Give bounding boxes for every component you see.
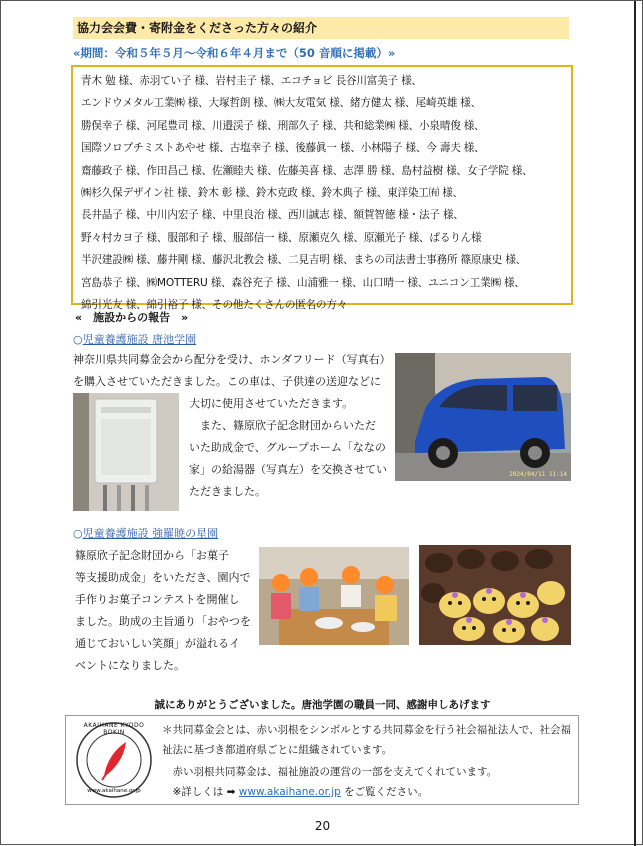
donor-line: 国際ソロプチミストあやせ 様、古塩幸子 様、後藤眞一 様、小林陽子 様、今 壽夫 様、 [81, 142, 485, 155]
section-title: 協力会会費・寄附金をくださった方々の紹介 [73, 17, 569, 39]
facility2-line: 等支援助成金」をいただき、園内で [75, 571, 251, 584]
facility2-line: 篠原欣子記念財団から「お菓子 [75, 549, 229, 562]
donor-line: 齋藤政子 様、作田昌己 様、佐瀬睦夫 様、佐藤美喜 様、志澤 勝 様、島村益樹 様、女子学院 様、 [81, 164, 533, 177]
donor-line: 半沢建設㈱ 様、藤井剛 様、藤沢北教会 様、二見吉明 様、まちの司法書士事務所 篠原康史 様、 [81, 254, 527, 267]
car-photo [395, 353, 571, 481]
report-heading: « 施設からの報告 » [75, 311, 189, 324]
donor-line: エンドウメタル工業㈱ 様、大塚哲朗 様、㈱大友電気 様、緒方健太 様、尾崎英雄 様、 [81, 97, 482, 110]
facility1-line: いた助成金で、グループホーム「ななの [189, 441, 386, 454]
facility1-line: を購入させていただきました。この車は、子供達の送迎などに [73, 375, 381, 388]
note-line: 赤い羽根共同募金は、福祉施設の運営の一部を支えてくれています。 [162, 766, 498, 778]
facility1-line: 大切に使用させていただきます。 [189, 397, 354, 410]
cookies-photo [419, 545, 571, 645]
water-heater-photo [73, 393, 179, 511]
facility2-line: 手作りお菓子コンテストを開催し [75, 593, 240, 606]
page-number: 20 [314, 819, 331, 833]
donor-line: 勝俣幸子 様、河尾豊司 様、川邉渓子 様、刑部久子 様、共和総業㈱ 様、小泉晴俊 様、 [81, 119, 485, 132]
facility1-prefix: ○ [73, 333, 83, 346]
red-feather-logo [74, 720, 154, 800]
logo-url: www.akaihane.or.jp [87, 788, 141, 794]
community-chest-note-box [65, 715, 579, 805]
facility2-line: 通じておいしい笑顔」が溢れるイ [75, 637, 240, 650]
facility1-title [73, 331, 196, 347]
page-edge [634, 1, 636, 846]
donor-line: 宮島恭子 様、㈱MOTTERU 様、森谷充子 様、山浦雅一 様、山口晴一 様、ユニコン工業㈱ 様、 [81, 276, 525, 289]
donor-line: 長井晶子 様、中川内宏子 様、中里良治 様、西川誠志 様、額賀智徳 様・法子 様、 [81, 209, 464, 222]
facility2-name: 児童養護施設 強羅暁の星園 [82, 527, 219, 540]
facility1-line: 家」の給湯器（写真左）を交換させてい [189, 463, 387, 476]
period-note: «期間：令和５年５月～令和６年４月まで（50 音順に掲載）» [73, 46, 396, 60]
donor-line: 青木 勉 様、赤羽てい子 様、岩村圭子 様、エコチョビ 長谷川富美子 様、 [81, 75, 422, 87]
facility2-prefix: ○ [73, 527, 83, 540]
akaihane-link[interactable]: www.akaihane.or.jp [238, 786, 341, 798]
note-line: 祉法に基づき都道府県ごとに組織されています。 [162, 744, 393, 756]
facility1-para-top [73, 349, 393, 393]
note-line: ＊共同募金会とは、赤い羽根をシンボルとする共同募金を行う社会福祉法人で、社会福 [162, 724, 572, 736]
facility1-line: ただきました。 [189, 485, 266, 498]
donor-list-box [71, 65, 573, 311]
logo-text: AKAIHANE KYODO BOKIN [83, 722, 145, 736]
facility2-line: ベントになりました。 [75, 659, 185, 672]
donor-line: ㈱杉久保デザイン社 様、鈴木 彰 様、鈴木克政 様、鈴木典子 様、東洋染工㈲ 様、 [81, 186, 464, 199]
note-link-suffix: をご覧ください。 [340, 786, 429, 798]
facility2-title [73, 525, 218, 541]
facility1-name: 児童養護施設 唐池学園 [82, 333, 197, 346]
facility2-para [75, 545, 253, 677]
facility2-line: ました。助成の主旨通り「おやつを [75, 615, 251, 628]
photo-timestamp: 2024/04/11 11:14 [509, 471, 567, 478]
note-link-prefix: ※詳しくは ➡ [162, 786, 239, 798]
facility1-line: また、篠原欣子記念財団からいただ [189, 419, 376, 432]
thanks-message: 誠にありがとうございました。唐池学園の職員一同、感謝申しあげます [154, 699, 491, 711]
kids-baking-photo [259, 547, 409, 645]
facility1-para-bottom [189, 393, 399, 503]
note-line-link [162, 784, 428, 799]
donor-line: 野々村カヨ子 様、服部和子 様、服部信一 様、原瀬克久 様、原瀬光子 様、ぱるりん様 [81, 231, 482, 244]
donor-line: 綿引光友 様、綿引裕子 様、その他たくさんの匿名の方々 [81, 298, 348, 311]
facility1-line: 神奈川県共同募金会から配分を受け、ホンダフリード（写真右） [73, 353, 391, 366]
